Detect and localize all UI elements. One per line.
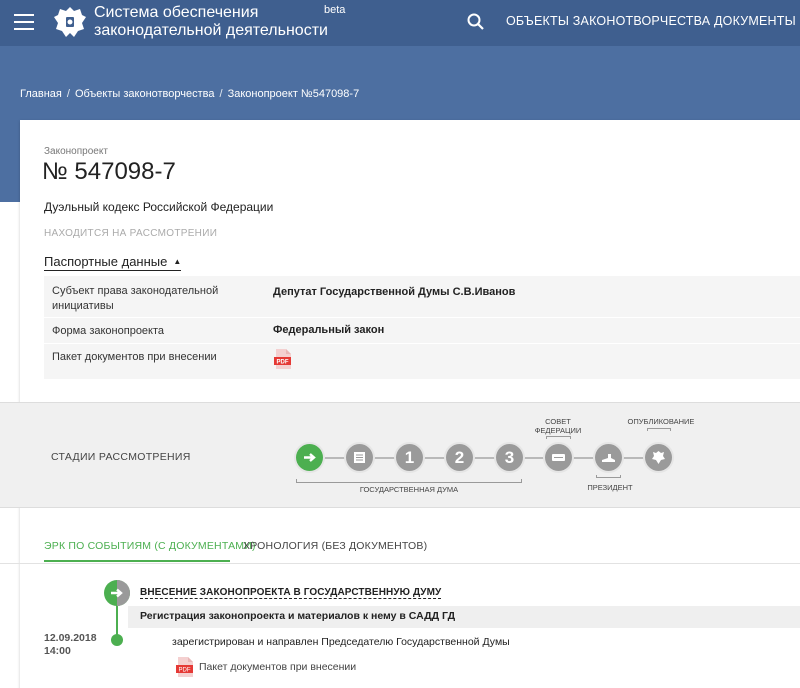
pdf-icon (175, 656, 195, 678)
arrow-right-icon (296, 444, 323, 471)
arrow-right-icon (104, 580, 130, 606)
duma-bracket (296, 479, 522, 483)
top-bar (0, 0, 800, 46)
stage-reading-3[interactable]: 3 (496, 444, 523, 471)
breadcrumb-current: Законопроект №547098-7 (227, 88, 360, 100)
emblem-icon (645, 444, 672, 471)
caret-up-icon: ▲ (173, 257, 182, 266)
passport-value: Депутат Государственной Думы С.В.Иванов (273, 286, 516, 298)
stage-president[interactable] (595, 444, 622, 471)
timeline-event-title[interactable]: ВНЕСЕНИЕ ЗАКОНОПРОЕКТА В ГОСУДАРСТВЕННУЮ ДУМУ (140, 587, 442, 598)
passport-toggle-label: Паспортные данные (44, 254, 168, 269)
passport-value (273, 348, 293, 373)
passport-value: Федеральный закон (273, 324, 385, 336)
pdf-icon[interactable] (273, 348, 293, 370)
caption-council-line1: СОВЕТ (545, 417, 571, 426)
site-title[interactable] (94, 4, 328, 40)
tabs-separator (0, 563, 800, 564)
timeline-document-link[interactable] (175, 656, 356, 678)
svg-text:PDF: PDF (276, 359, 289, 366)
stages-panel (0, 402, 800, 508)
stage-submission[interactable] (296, 444, 323, 471)
menu-icon[interactable] (14, 14, 34, 30)
stages-label: СТАДИИ РАССМОТРЕНИЯ (51, 451, 191, 463)
svg-text:PDF: PDF (178, 667, 191, 674)
bill-status: НАХОДИТСЯ НА РАССМОТРЕНИИ (44, 228, 218, 239)
caption-council-line2: ФЕДЕРАЦИИ (534, 426, 582, 435)
passport-key: Субъект права законодательной инициативы (52, 285, 219, 312)
breadcrumb-objects[interactable]: Объекты законотворчества (74, 88, 215, 100)
bill-name: Дуэльный кодекс Российской Федерации (44, 200, 274, 214)
timeline-dot (111, 634, 123, 646)
council-bracket (546, 436, 571, 439)
timeline-description: зарегистрирован и направлен Председателю Государственной Думы (172, 636, 510, 648)
passport-row (44, 344, 800, 380)
passport-row (44, 276, 800, 318)
tab-events[interactable]: ЭРК ПО СОБЫТИЯМ (С ДОКУМЕНТАМИ) (44, 540, 256, 552)
nav-documents[interactable]: ДОКУМЕНТЫ (714, 14, 796, 28)
active-tab-indicator (44, 560, 230, 562)
timeline-event-icon (104, 580, 130, 606)
president-bracket (596, 475, 621, 478)
search-icon[interactable] (466, 12, 486, 32)
site-title-line2: законодательной деятельности (94, 22, 328, 39)
federation-council-icon (545, 444, 572, 471)
beta-badge: beta (324, 4, 346, 16)
timeline-line (116, 604, 118, 638)
passport-row (44, 318, 800, 344)
timeline-date: 12.09.2018 (44, 632, 97, 644)
passport-toggle[interactable] (44, 254, 181, 271)
timeline-datetime (44, 632, 97, 658)
breadcrumb: Главная / Объекты законотворчества / Законопроект №547098-7 (20, 88, 360, 100)
stage-reading-1[interactable]: 1 (396, 444, 423, 471)
bill-label: Законопроект (44, 146, 108, 157)
passport-key: Форма законопроекта (52, 325, 165, 337)
passport-key: Пакет документов при внесении (52, 351, 217, 363)
bill-number: № 547098-7 (42, 158, 176, 185)
russian-emblem-icon[interactable] (52, 3, 88, 41)
timeline-document-label: Пакет документов при внесении (199, 660, 357, 673)
caption-duma: ГОСУДАРСТВЕННАЯ ДУМА (359, 485, 459, 494)
stage-preliminary[interactable] (346, 444, 373, 471)
passport-table (44, 276, 800, 380)
stage-publication[interactable] (645, 444, 672, 471)
caption-published: ОПУБЛИКОВАНИЕ (627, 417, 695, 426)
president-icon (595, 444, 622, 471)
timeline-subevent-title: Регистрация законопроекта и материалов к нему в САДД ГД (140, 610, 456, 622)
stage-federation-council[interactable] (545, 444, 572, 471)
nav-legislative-objects[interactable]: ОБЪЕКТЫ ЗАКОНОТВОРЧЕСТВА (506, 14, 711, 28)
published-bracket (647, 428, 671, 431)
site-title-line1: Система обеспечения (94, 4, 259, 21)
breadcrumb-home[interactable]: Главная (20, 88, 62, 100)
tab-chronology[interactable]: ХРОНОЛОГИЯ (БЕЗ ДОКУМЕНТОВ) (243, 540, 428, 552)
caption-president: ПРЕЗИДЕНТ (587, 483, 633, 492)
documents-icon (346, 444, 373, 471)
stage-reading-2[interactable]: 2 (446, 444, 473, 471)
timeline-time: 14:00 (44, 645, 71, 657)
caption-council (528, 417, 588, 435)
